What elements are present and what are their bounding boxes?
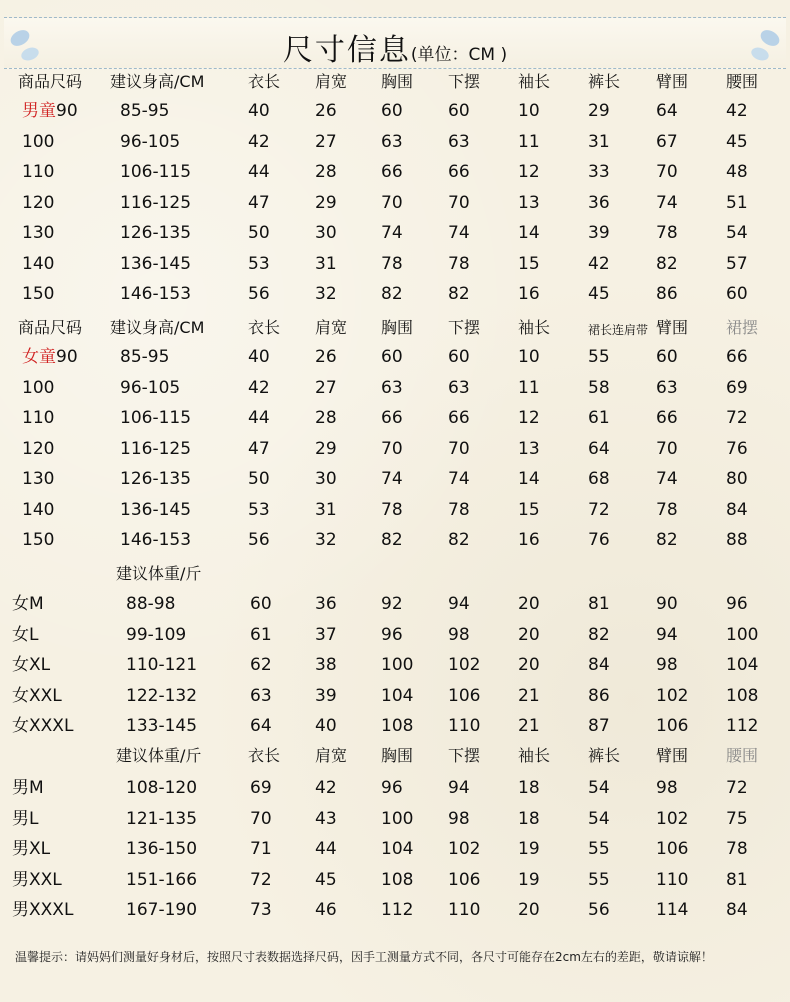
table-cell: 76 [588,530,610,550]
table-cell: 37 [315,624,337,645]
table-cell: 36 [588,192,610,213]
header-cell: 臂围 [656,746,689,765]
size-cell: 140 [22,499,55,520]
table-cell: 30 [315,469,337,489]
size-cell: 110 [22,162,55,182]
table-cell: 21 [518,685,540,706]
table-cell: 19 [518,839,540,859]
table-cell: 96-105 [120,377,181,398]
table-cell: 82 [381,284,403,304]
table-cell: 126-135 [120,469,192,489]
table-cell: 44 [248,408,270,428]
table-cell: 75 [726,808,748,829]
table-cell: 104 [381,839,414,859]
table-cell: 14 [518,223,540,243]
header-cell: 臂围 [656,72,689,91]
table-cell: 99-109 [126,624,187,645]
table-cell: 102 [448,655,481,675]
header-cell: 下摆 [448,318,481,337]
table-cell: 15 [518,499,540,520]
table-cell: 45 [315,869,337,890]
header-cell: 建议身高/CM [110,72,205,91]
table-cell: 136-150 [126,839,198,859]
table-cell: 47 [248,192,270,213]
table-cell: 64 [250,716,272,736]
table-cell: 110 [448,716,481,736]
size-cell: 140 [22,253,55,274]
table-cell: 36 [315,594,337,614]
table-cell: 126-135 [120,223,192,243]
table-cell: 61 [588,408,610,428]
table-cell: 82 [588,624,610,645]
table-cell: 21 [518,716,540,736]
table-cell: 78 [656,499,678,520]
table-cell: 110 [656,869,689,890]
table-cell: 60 [381,101,403,121]
header-cell: 袖长 [518,746,551,765]
table-cell: 42 [588,253,610,274]
table-cell: 20 [518,624,540,645]
header-cell: 衣长 [248,72,281,91]
table-cell: 74 [656,192,678,213]
table-cell: 20 [518,594,540,614]
table-cell: 31 [315,499,337,520]
table-cell: 70 [448,192,470,213]
table-cell: 88 [726,530,748,550]
table-cell: 106 [448,685,481,706]
table-cell: 71 [250,839,272,859]
table-cell: 112 [381,900,414,920]
table-cell: 12 [518,408,540,428]
table-cell: 43 [315,808,337,829]
table-cell: 15 [518,253,540,274]
table-cell: 116-125 [120,438,192,459]
table-cell: 53 [248,499,270,520]
table-cell: 102 [448,839,481,859]
table-cell: 98 [656,778,678,798]
table-cell: 85-95 [120,101,170,121]
table-cell: 40 [315,716,337,736]
table-cell: 98 [656,655,678,675]
table-cell: 55 [588,839,610,859]
header-cell: 腰围 [726,72,759,91]
table-cell: 72 [588,499,610,520]
table-cell: 70 [381,438,403,459]
table-cell: 74 [381,223,403,243]
size-cell: 女L [12,624,39,645]
header-cell: 腰围 [726,746,759,765]
table-cell: 32 [315,284,337,304]
table-cell: 102 [656,685,689,706]
header-cell: 裤长 [588,72,621,91]
table-cell: 26 [315,347,337,367]
title-text: 尺寸信息 [282,33,411,68]
table-cell: 42 [726,101,748,121]
table-cell: 16 [518,284,540,304]
table-cell: 151-166 [126,869,198,890]
table-cell: 110 [448,900,481,920]
table-cell: 114 [656,900,689,920]
table-cell: 78 [381,499,403,520]
table-cell: 84 [726,499,748,520]
table-cell: 66 [726,347,748,367]
header-cell: 衣长 [248,318,281,337]
table-cell: 94 [448,594,470,614]
table-cell: 108 [726,685,759,706]
table-cell: 11 [518,131,540,152]
size-value: 90 [56,101,78,121]
table-cell: 104 [381,685,414,706]
table-cell: 86 [656,284,678,304]
table-cell: 76 [726,438,748,459]
table-cell: 94 [656,624,678,645]
header-cell: 裤长 [588,746,621,765]
table-cell: 146-153 [120,530,192,550]
size-cell: 女M [12,594,44,614]
table-cell: 74 [448,469,470,489]
header-cell: 袖长 [518,318,551,337]
table-cell: 64 [588,438,610,459]
table-cell: 92 [381,594,403,614]
table-cell: 12 [518,162,540,182]
table-cell: 133-145 [126,716,198,736]
table-cell: 146-153 [120,284,192,304]
table-cell: 69 [250,778,272,798]
table-cell: 106 [656,839,689,859]
table-cell: 70 [250,808,272,829]
table-cell: 78 [448,499,470,520]
table-cell: 87 [588,716,610,736]
table-cell: 94 [448,778,470,798]
table-cell: 56 [248,530,270,550]
header-cell: 肩宽 [315,746,348,765]
table-cell: 108 [381,869,414,890]
table-cell: 136-145 [120,253,192,274]
table-cell: 20 [518,655,540,675]
header-cell: 肩宽 [315,72,348,91]
table-cell: 60 [448,101,470,121]
category-label: 男童 [22,101,56,121]
table-cell: 60 [448,347,470,367]
table-cell: 57 [726,253,748,274]
table-cell: 106-115 [120,162,192,182]
page-title [0,25,790,69]
size-cell: 130 [22,223,55,243]
table-cell: 31 [315,253,337,274]
table-cell: 82 [448,530,470,550]
header-cell: 裙摆 [726,318,759,337]
table-cell: 16 [518,530,540,550]
table-cell: 42 [248,131,270,152]
table-cell: 10 [518,347,540,367]
table-cell: 61 [250,624,272,645]
table-cell: 66 [448,162,470,182]
table-cell: 86 [588,685,610,706]
table-cell: 42 [315,778,337,798]
table-cell: 88-98 [126,594,176,614]
table-cell: 63 [381,131,403,152]
table-cell: 48 [726,162,748,182]
size-cell: 120 [22,438,55,459]
table-cell: 63 [448,377,470,398]
table-cell: 108 [381,716,414,736]
table-cell: 100 [381,655,414,675]
table-cell: 63 [250,685,272,706]
table-cell: 54 [726,223,748,243]
table-cell: 46 [315,900,337,920]
table-cell: 74 [448,223,470,243]
table-cell: 18 [518,808,540,829]
table-cell: 55 [588,869,610,890]
table-cell: 136-145 [120,499,192,520]
table-cell: 63 [448,131,470,152]
tip-note: 温馨提示：请妈妈们测量好身材后，按照尺寸表数据选择尺码，因手工测量方式不同，各尺寸可能存在2cm左右的差距，敬请谅解！ [15,950,713,964]
table-cell: 60 [656,347,678,367]
category-label: 女童 [22,347,56,367]
table-cell: 96-105 [120,131,181,152]
table-cell: 11 [518,377,540,398]
table-cell: 39 [588,223,610,243]
size-cell: 女XXL [12,685,62,706]
header-cell: 胸围 [381,72,414,91]
header-cell: 臂围 [656,318,689,337]
table-cell: 116-125 [120,192,192,213]
title-unit: (单位：CM ) [410,45,508,65]
table-cell: 80 [726,469,748,489]
table-cell: 66 [656,408,678,428]
header-cell: 胸围 [381,318,414,337]
size-cell: 110 [22,408,55,428]
table-cell: 82 [448,284,470,304]
table-cell: 121-135 [126,808,198,829]
table-cell: 72 [726,778,748,798]
table-cell: 31 [588,131,610,152]
table-cell: 106-115 [120,408,192,428]
table-cell: 56 [248,284,270,304]
table-cell: 82 [381,530,403,550]
size-cell: 150 [22,284,55,304]
table-cell: 110-121 [126,655,198,675]
table-cell: 112 [726,716,759,736]
table-cell: 51 [726,192,748,213]
table-cell: 47 [248,438,270,459]
table-cell: 50 [248,223,270,243]
header-cell: 胸围 [381,746,414,765]
table-cell: 81 [726,869,748,890]
size-value: 90 [56,347,78,367]
table-cell: 72 [250,869,272,890]
table-cell: 29 [315,438,337,459]
table-cell: 33 [588,162,610,182]
table-cell: 96 [381,624,403,645]
table-cell: 13 [518,438,540,459]
table-cell: 32 [315,530,337,550]
table-cell: 54 [588,778,610,798]
size-cell: 130 [22,469,55,489]
table-cell: 66 [381,408,403,428]
header-cell: 裙长连肩带 [588,323,649,337]
table-cell: 74 [656,469,678,489]
table-cell: 108-120 [126,778,198,798]
table-cell: 68 [588,469,610,489]
table-cell: 102 [656,808,689,829]
table-cell: 81 [588,594,610,614]
table-cell: 66 [448,408,470,428]
table-cell: 78 [656,223,678,243]
table-cell: 78 [448,253,470,274]
table-cell: 84 [726,900,748,920]
table-cell: 27 [315,131,337,152]
table-cell: 28 [315,408,337,428]
table-cell: 63 [656,377,678,398]
table-cell: 82 [656,530,678,550]
table-cell: 44 [248,162,270,182]
table-cell: 44 [315,839,337,859]
header-cell: 商品尺码 [18,72,83,91]
table-cell: 63 [381,377,403,398]
table-cell: 70 [656,438,678,459]
table-cell: 104 [726,655,759,675]
table-cell: 98 [448,808,470,829]
table-cell: 96 [381,778,403,798]
table-cell: 53 [248,253,270,274]
table-cell: 45 [588,284,610,304]
size-cell [22,101,78,121]
table-cell: 30 [315,223,337,243]
table-cell: 64 [656,101,678,121]
table-cell: 66 [381,162,403,182]
size-cell: 100 [22,377,55,398]
table-cell: 10 [518,101,540,121]
table-cell: 60 [250,594,272,614]
size-cell: 男L [12,808,39,829]
table-cell: 106 [448,869,481,890]
table-cell: 72 [726,408,748,428]
table-cell: 98 [448,624,470,645]
header-cell: 下摆 [448,746,481,765]
table-cell: 45 [726,131,748,152]
table-cell: 20 [518,900,540,920]
table-cell: 122-132 [126,685,198,706]
table-cell: 67 [656,131,678,152]
size-cell: 120 [22,192,55,213]
table-cell: 13 [518,192,540,213]
header-cell: 肩宽 [315,318,348,337]
table-cell: 84 [588,655,610,675]
table-cell: 50 [248,469,270,489]
table-cell: 74 [381,469,403,489]
table-cell: 85-95 [120,347,170,367]
table-cell: 62 [250,655,272,675]
table-cell: 39 [315,685,337,706]
table-cell: 55 [588,347,610,367]
size-cell: 女XXXL [12,716,74,736]
table-cell: 42 [248,377,270,398]
table-cell: 58 [588,377,610,398]
table-cell: 73 [250,900,272,920]
header-cell: 建议体重/斤 [116,746,202,765]
table-cell: 69 [726,377,748,398]
table-cell: 100 [381,808,414,829]
table-cell: 78 [726,839,748,859]
size-cell: 150 [22,530,55,550]
table-cell: 78 [381,253,403,274]
table-cell: 14 [518,469,540,489]
table-cell: 40 [248,101,270,121]
header-cell: 商品尺码 [18,318,83,337]
size-cell: 男XXXL [12,900,74,920]
table-cell: 27 [315,377,337,398]
header-cell: 下摆 [448,72,481,91]
table-cell: 70 [656,162,678,182]
table-cell: 19 [518,869,540,890]
table-cell: 90 [656,594,678,614]
table-cell: 60 [726,284,748,304]
table-cell: 54 [588,808,610,829]
table-cell: 100 [726,624,759,645]
table-cell: 96 [726,594,748,614]
table-cell: 82 [656,253,678,274]
table-cell: 56 [588,900,610,920]
table-cell: 70 [448,438,470,459]
table-cell: 60 [381,347,403,367]
header-cell: 建议体重/斤 [116,564,202,583]
size-cell: 女XL [12,655,51,675]
table-cell: 29 [315,192,337,213]
table-cell: 29 [588,101,610,121]
header-cell: 衣长 [248,746,281,765]
size-cell: 男M [12,778,44,798]
header-cell: 建议身高/CM [110,318,205,337]
table-cell: 70 [381,192,403,213]
table-cell: 40 [248,347,270,367]
table-cell: 38 [315,655,337,675]
size-cell: 100 [22,131,55,152]
header-cell: 袖长 [518,72,551,91]
table-cell: 28 [315,162,337,182]
table-cell: 106 [656,716,689,736]
size-cell [22,347,78,367]
size-cell: 男XL [12,839,51,859]
table-cell: 26 [315,101,337,121]
size-cell: 男XXL [12,869,62,890]
table-cell: 18 [518,778,540,798]
table-cell: 167-190 [126,900,198,920]
